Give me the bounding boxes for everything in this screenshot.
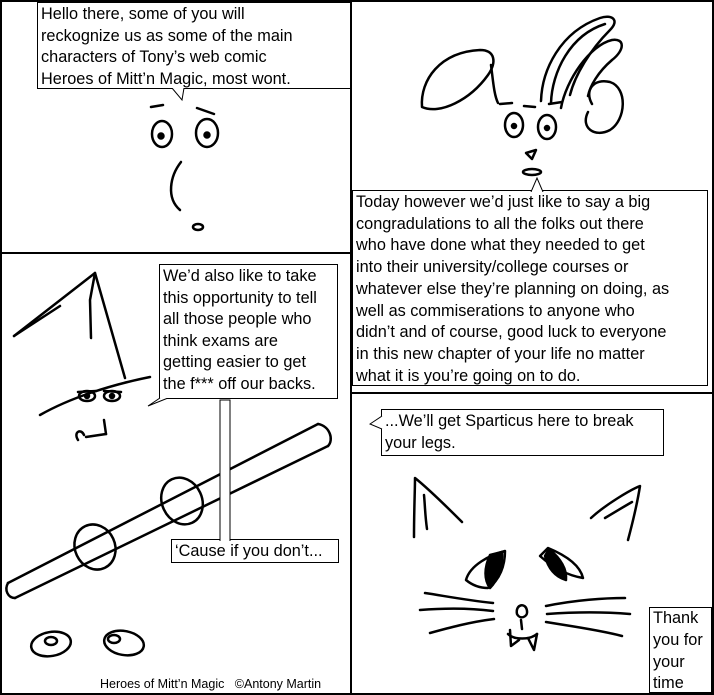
panel3-speech-bubble: We’d also like to take this opportunity to tell all those people who think exams are getting easier to get the f*** off our backs. (159, 264, 338, 399)
panel3-bubble-tail (146, 398, 176, 414)
panel1-bubble-tail (170, 88, 190, 102)
panel4-speech-bubble: ...We’ll get Sparticus here to break your legs. (381, 409, 664, 456)
panel4-cat (414, 478, 640, 650)
panel4-bubble-tail (369, 415, 385, 435)
panel2-speech-bubble: Today however we’d just like to say a big congradulations to all the folks out there who have done what they needed to get into their university/college courses or whatever else they’re planning on doing, as well as commiserations to anyone who didn’t and of course, good luck to everyone in this new chapter of your life no matter what it is you’re going on to do. (352, 190, 708, 386)
thank-you-note: Thank you for your time (649, 607, 712, 693)
panel2-bubble-tail (525, 176, 549, 192)
panel2-bunny (422, 17, 623, 175)
comic-credit: Heroes of Mitt’n Magic ©Antony Martin (100, 677, 322, 691)
panel3-bubble-2-tail (218, 396, 238, 541)
panel1-speech-bubble: Hello there, some of you will reckognize us as some of the main characters of Tony’s web comic Heroes of Mitt’n Magic, most wont. (37, 2, 351, 89)
panel1-face (151, 105, 218, 230)
panel3-speech-bubble-2: ‘Cause if you don’t... (171, 539, 339, 563)
